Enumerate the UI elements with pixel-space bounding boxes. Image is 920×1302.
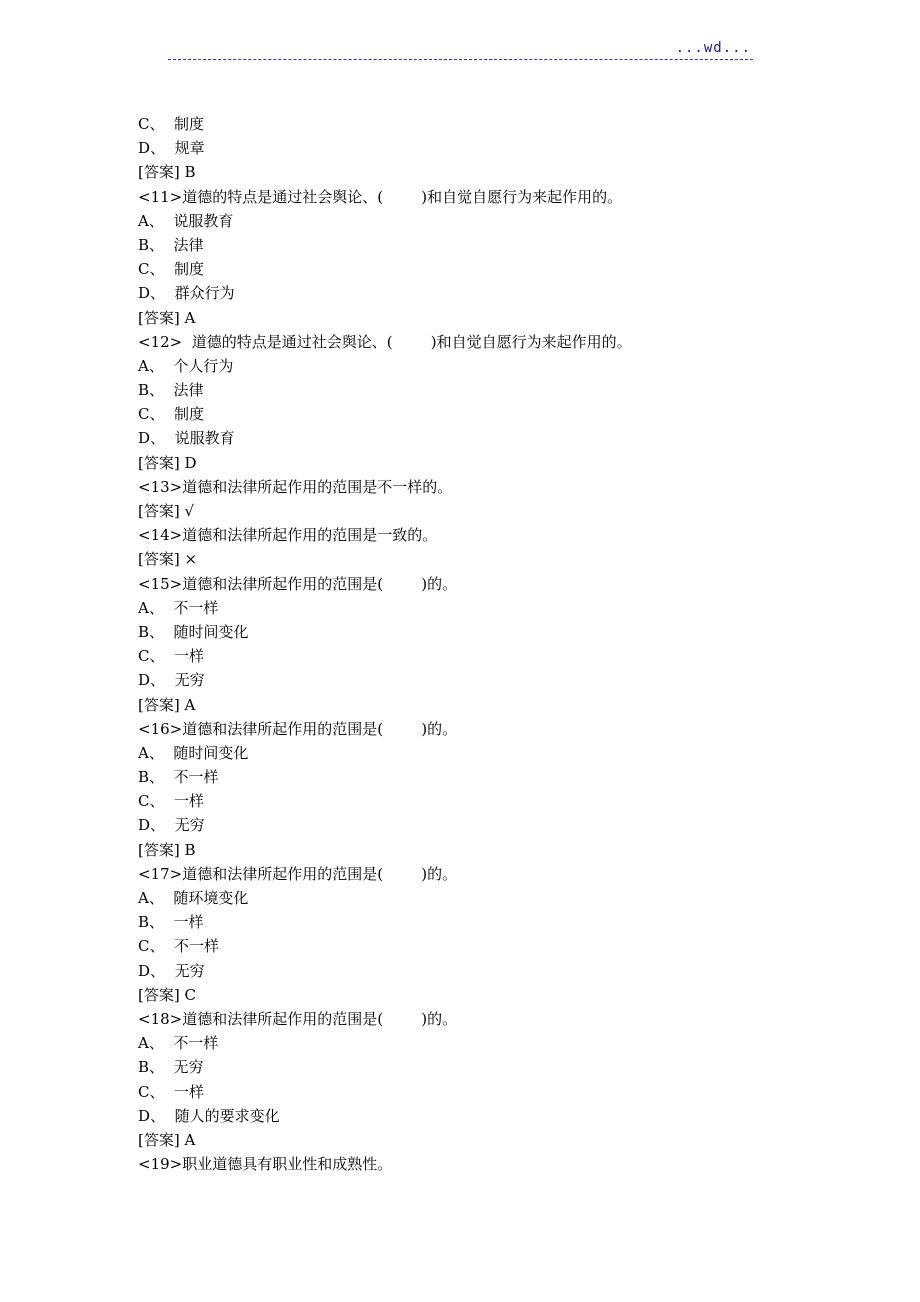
text-line: C、 制度 [138,115,205,133]
question-18: <18>道德和法律所起作用的范围是( )的。 [138,1009,458,1028]
question-14: <14>道德和法律所起作用的范围是一致的。 [138,526,438,545]
option-line: A、 随时间变化 [138,743,249,762]
option-line: B、 不一样 [138,768,219,787]
option-line: C、 制度 [138,405,205,424]
header-watermark: ...wd... [675,40,751,56]
question-11: <11>道德的特点是通过社会舆论、( )和自觉自愿行为来起作用的。 [138,187,623,206]
header-dashed-rule [168,59,753,60]
option-line: D、 说服教育 [138,429,235,448]
answer-line: [答案] D [138,453,197,472]
page-header [168,40,753,62]
option-line: B、 随时间变化 [138,622,249,641]
answer-line: [答案] B [138,840,196,859]
option-line: B、 法律 [138,381,204,400]
option-line: C、 不一样 [138,937,220,956]
answer-line: [答案] A [138,308,196,327]
option-line: B、 法律 [138,235,204,254]
option-line: A、 随环境变化 [138,889,249,907]
option-line: C、 制度 [138,260,205,279]
answer-line: [答案] × [138,550,198,569]
option-line: C、 一样 [138,647,205,666]
option-line: B、 一样 [138,913,204,932]
question-list [138,112,778,1176]
option-line: C、 一样 [138,792,205,811]
option-line: B、 无穷 [138,1058,204,1077]
option-line: D、 随人的要求变化 [138,1106,280,1125]
answer-line: [答案] A [138,695,196,714]
option-line: D、 无穷 [138,671,205,690]
option-line: D、 无穷 [138,816,205,835]
question-15: <15>道德和法律所起作用的范围是( )的。 [138,574,458,593]
question-19: <19>职业道德具有职业性和成熟性。 [138,1155,393,1174]
option-line: A、 个人行为 [138,356,234,375]
question-13: <13>道德和法律所起作用的范围是不一样的。 [138,477,453,496]
option-line: A、 不一样 [138,1034,219,1053]
answer-line: [答案] A [138,1130,196,1149]
option-line: D、 无穷 [138,961,205,980]
answer-line: [答案] √ [138,502,195,520]
option-line: A、 说服教育 [138,211,234,230]
answer-line: [答案] C [138,985,196,1004]
option-line: C、 一样 [138,1082,205,1101]
option-line: D、 群众行为 [138,284,235,303]
option-line: A、 不一样 [138,598,219,617]
question-17: <17>道德和法律所起作用的范围是( )的。 [138,864,458,883]
question-16: <16>道德和法律所起作用的范围是( )的。 [138,719,458,738]
answer-line: [答案] B [138,163,196,182]
text-line: D、 规章 [138,139,205,158]
question-12: <12> 道德的特点是通过社会舆论、( )和自觉自愿行为来起作用的。 [138,332,632,351]
